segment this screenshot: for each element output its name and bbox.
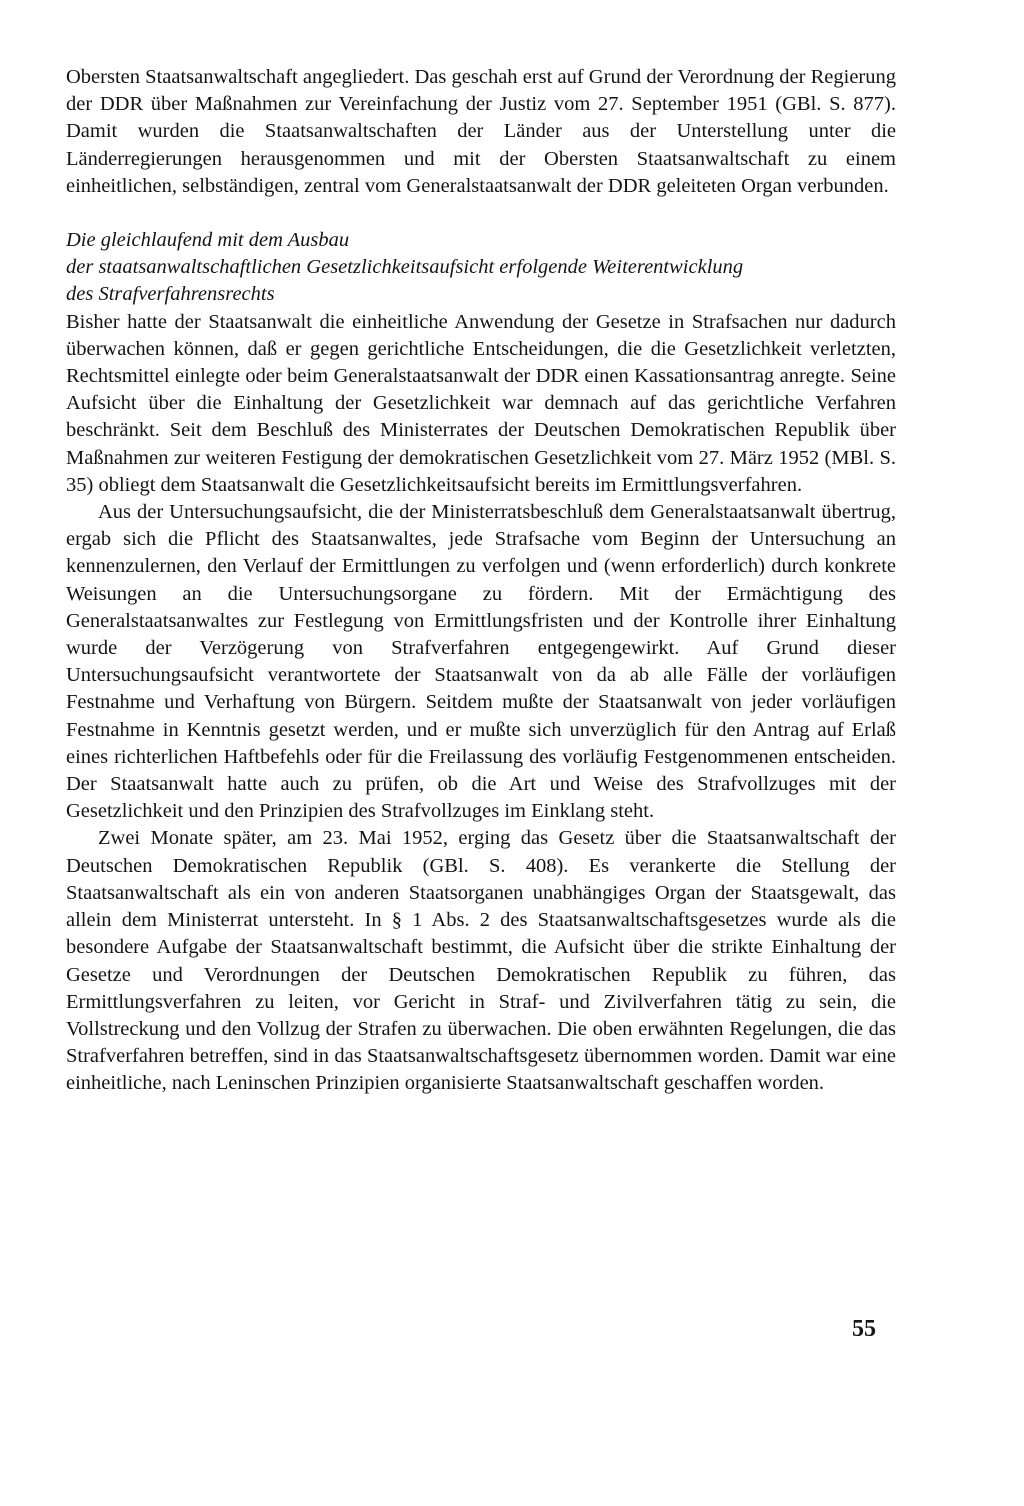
page-number: 55 xyxy=(852,1316,876,1342)
intro-paragraph: Obersten Staatsanwaltschaft angegliedert. Das geschah erst auf Grund der Verordnung der Regierung der DDR über Maßnahmen zur Vereinfachung der Justiz vom 27. September 1951 (GBl. S. 877). Damit wurden die Staatsanwaltschaften der Länder aus der Unterstellung unter die Länderregierungen herausgenommen und mit der Obersten Staatsanwaltschaft zu einem einheitlichen, selbständigen, zentral vom Generalstaatsanwalt der DDR geleiteten Organ verbunden. xyxy=(66,66,896,197)
body-paragraph-2: Aus der Untersuchungsaufsicht, die der Ministerratsbeschluß dem Generalstaatsanwalt übertrug, ergab sich die Pflicht des Staatsanwaltes, jede Strafsache vom Beginn der Untersuchung an kennenzulernen, den Verlauf der Ermittlungen zu verfolgen und (wenn erforderlich) durch konkrete Weisungen an die Untersuchungsorgane zu fördern. Mit der Ermächtigung des Generalstaatsanwaltes zur Festlegung von Ermittlungsfristen und der Kontrolle ihrer Einhaltung wurde der Verzögerung von Strafverfahren entgegengewirkt. Auf Grund dieser Untersuchungsaufsicht verantwortete der Staatsanwalt von da ab alle Fälle der vorläufigen Festnahme und Verhaftung von Bürgern. Seitdem mußte der Staatsanwalt von jeder vorläufigen Festnahme in Kenntnis gesetzt werden, und er mußte sich unverzüglich für den Antrag auf Erlaß eines richterlichen Haftbefehls oder für die Freilassung des vorläufig Festgenommenen entscheiden. Der Staatsanwalt hatte auch zu prüfen, ob die Art und Weise des Strafvollzuges mit der Gesetzlichkeit und den Prinzipien des Strafvollzuges im Einklang steht. xyxy=(66,501,896,823)
section-heading-line-2: der staatsanwaltschaftlichen Gesetzlichkeitsaufsicht erfolgende Weiterentwicklung xyxy=(66,256,744,279)
section-heading-line-3: des Strafverfahrensrechts xyxy=(66,283,275,306)
section-heading-line-1: Die gleichlaufend mit dem Ausbau xyxy=(66,229,350,252)
document-page xyxy=(66,64,896,1098)
body-paragraph-3: Zwei Monate später, am 23. Mai 1952, erging das Gesetz über die Staatsanwaltschaft der Deutschen Demokratischen Republik (GBl. S. 408). Es verankerte die Stellung der Staatsanwaltschaft als ein von anderen Staatsorganen unabhängiges Organ der Staatsgewalt, das allein dem Ministerrat untersteht. In § 1 Abs. 2 des Staatsanwaltschaftsgesetzes wurde als die besondere Aufgabe der Staatsanwaltschaft bestimmt, die Aufsicht über die strikte Einhaltung der Gesetze und Verordnungen der Deutschen Demokratischen Republik zu führen, das Ermittlungsverfahren zu leiten, vor Gericht in Straf- und Zivilverfahren tätig zu sein, die Vollstreckung und den Vollzug der Strafen zu überwachen. Die oben erwähnten Regelungen, die das Strafverfahren betreffen, sind in das Staatsanwaltschaftsgesetz übernommen worden. Damit war eine einheitliche, nach Leninschen Prinzipien organisierte Staatsanwaltschaft geschaffen worden. xyxy=(66,827,896,1095)
section-heading xyxy=(66,227,896,309)
body-paragraph-1: Bisher hatte der Staatsanwalt die einheitliche Anwendung der Gesetze in Strafsachen nur dadurch überwachen können, daß er gegen gerichtliche Entscheidungen, die die Gesetzlichkeit verletzten, Rechtsmittel einlegte oder beim Generalstaatsanwalt der DDR einen Kassationsantrag anregte. Seine Aufsicht über die Einhaltung der Gesetzlichkeit war demnach auf das gerichtliche Verfahren beschränkt. Seit dem Beschluß des Ministerrates der Deutschen Demokratischen Republik über Maßnahmen zur weiteren Festigung der demokratischen Gesetzlichkeit vom 27. März 1952 (MBl. S. 35) obliegt dem Staatsanwalt die Gesetzlichkeitsaufsicht bereits im Ermittlungsverfahren. xyxy=(66,310,896,496)
